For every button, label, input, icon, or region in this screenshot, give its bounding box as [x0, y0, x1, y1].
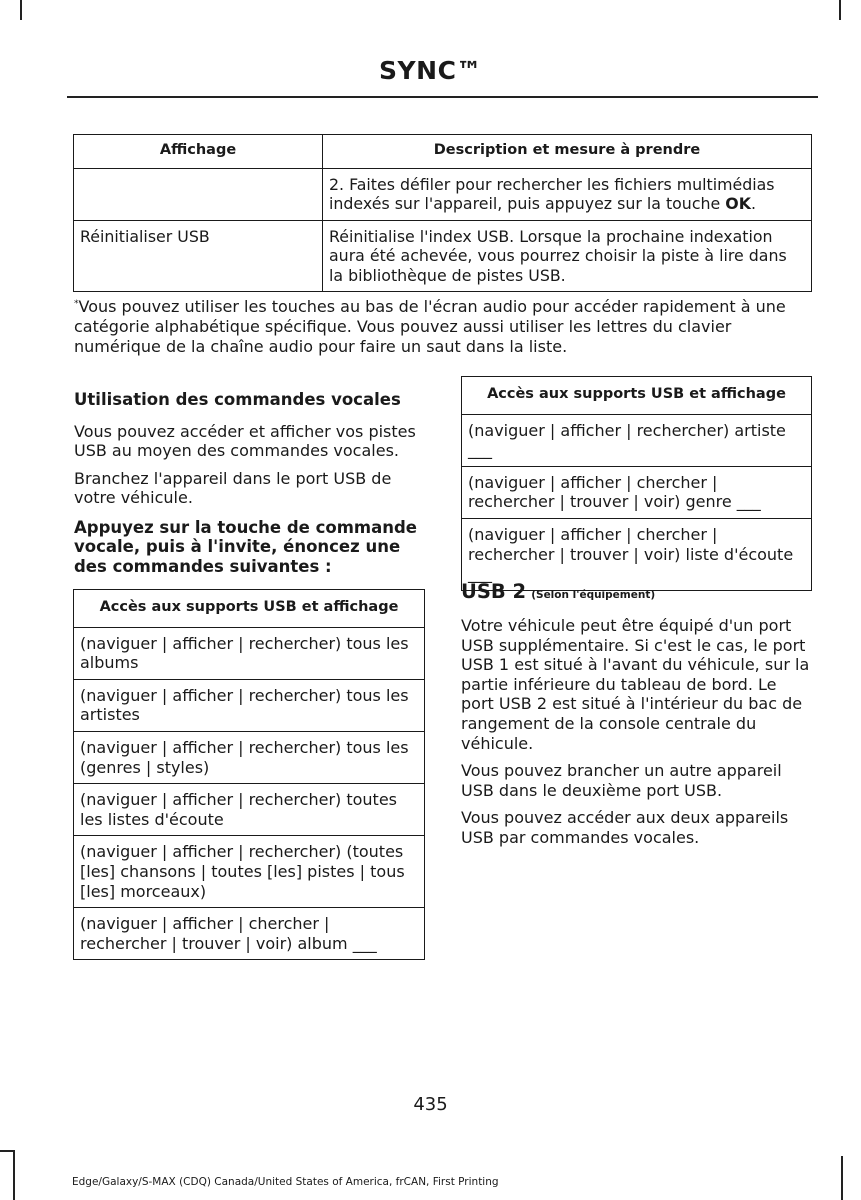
- command-cell: (naviguer | afficher | rechercher) tous les albums: [74, 627, 425, 679]
- table-cell-description: [323, 220, 812, 292]
- crop-mark-bottom-right: [841, 1156, 843, 1200]
- footnote-text: Vous pouvez utiliser les touches au bas de l'écran audio pour accéder rapidement à une catégorie alphabétique spécifique. Vous pouvez aussi utiliser les lettres du clavier numérique de la chaîne audio pour faire un saut dans la liste.: [74, 297, 786, 356]
- table-row: [74, 836, 425, 908]
- header-divider: [67, 96, 818, 98]
- command-cell: (naviguer | afficher | chercher | rechercher | trouver | voir) liste d'écoute ___: [462, 518, 812, 590]
- crop-mark-bottom-left-h: [0, 1150, 14, 1152]
- table-header: Accès aux supports USB et affichage: [74, 590, 425, 628]
- command-cell: (naviguer | afficher | rechercher) artiste ___: [462, 414, 812, 466]
- voice-command-instruction: Appuyez sur la touche de commande vocale, puis à l'invite, énoncez une des commandes suivantes :: [74, 517, 417, 576]
- table-header: Accès aux supports USB et affichage: [462, 377, 812, 415]
- left-column: [74, 390, 426, 576]
- crop-mark-top-left: [20, 0, 22, 20]
- page-title: SYNC™: [379, 56, 482, 85]
- footnote-mark: *: [74, 299, 79, 309]
- paragraph: Vous pouvez brancher un autre appareil USB dans le deuxième port USB.: [461, 761, 782, 800]
- table-row: [74, 220, 812, 292]
- right-column-text: [461, 616, 814, 848]
- command-cell: (naviguer | afficher | rechercher) tous les (genres | styles): [74, 731, 425, 783]
- table-header-row: [462, 377, 812, 415]
- page-number: 435: [413, 1094, 448, 1115]
- table-cell-display: Réinitialiser USB: [74, 220, 323, 292]
- table-header-row: [74, 135, 812, 169]
- footnote: [74, 297, 814, 357]
- column-header-display: Affichage: [74, 135, 323, 169]
- table-row: [74, 168, 812, 220]
- usb2-equipment-note: (Selon l'équipement): [531, 589, 656, 601]
- column-header-description: Description et mesure à prendre: [323, 135, 812, 169]
- crop-mark-top-right: [839, 0, 841, 20]
- command-cell: (naviguer | afficher | chercher | rechercher | trouver | voir) genre ___: [462, 466, 812, 518]
- table-cell-description: [323, 168, 812, 220]
- ok-key-label: OK: [725, 194, 751, 213]
- table-row: [74, 908, 425, 960]
- description-text: 2. Faites défiler pour rechercher les fichiers multimédias indexés sur l'appareil, puis appuyez sur la touche: [329, 174, 775, 213]
- table-cell-display: [74, 168, 323, 220]
- paragraph: Vous pouvez accéder et afficher vos pistes USB au moyen des commandes vocales.: [74, 421, 416, 461]
- table-row: [74, 731, 425, 783]
- usb2-heading: [461, 580, 655, 603]
- paragraph: Branchez l'appareil dans le port USB de votre véhicule.: [74, 468, 392, 508]
- command-cell: (naviguer | afficher | rechercher) tous les artistes: [74, 679, 425, 731]
- print-footer: Edge/Galaxy/S-MAX (CDQ) Canada/United States of America, frCAN, First Printing: [72, 1176, 499, 1188]
- paragraph: Vous pouvez accéder aux deux appareils USB par commandes vocales.: [461, 808, 789, 847]
- command-cell: (naviguer | afficher | rechercher) (toutes [les] chansons | toutes [les] pistes | tous [les] morceaux): [74, 836, 425, 908]
- table-header-row: [74, 590, 425, 628]
- table-row: [462, 414, 812, 466]
- table-row: [462, 466, 812, 518]
- section-heading-voice-commands: Utilisation des commandes vocales: [74, 390, 401, 409]
- table-row: [74, 784, 425, 836]
- crop-mark-bottom-left: [13, 1150, 15, 1200]
- command-cell: (naviguer | afficher | chercher | rechercher | trouver | voir) album ___: [74, 908, 425, 960]
- paragraph: Votre véhicule peut être équipé d'un port USB supplémentaire. Si c'est le cas, le port USB 1 est situé à l'avant du véhicule, sur la partie inférieure du tableau de bord. Le port USB 2 est situé à l'intérieur du bac de rangement de la console centrale du véhicule.: [461, 616, 810, 753]
- usb2-title: USB 2: [461, 580, 527, 603]
- description-text-end: .: [750, 194, 756, 213]
- command-cell: (naviguer | afficher | rechercher) toutes les listes d'écoute: [74, 784, 425, 836]
- usb-commands-table-left: [73, 589, 425, 960]
- display-description-table: [73, 134, 812, 292]
- table-row: [74, 627, 425, 679]
- description-text: Réinitialise l'index USB. Lorsque la prochaine indexation aura été achevée, vous pourrez choisir la piste à lire dans la bibliothèque de pistes USB.: [329, 226, 787, 285]
- table-row: [74, 679, 425, 731]
- usb-commands-table-right: [461, 376, 812, 591]
